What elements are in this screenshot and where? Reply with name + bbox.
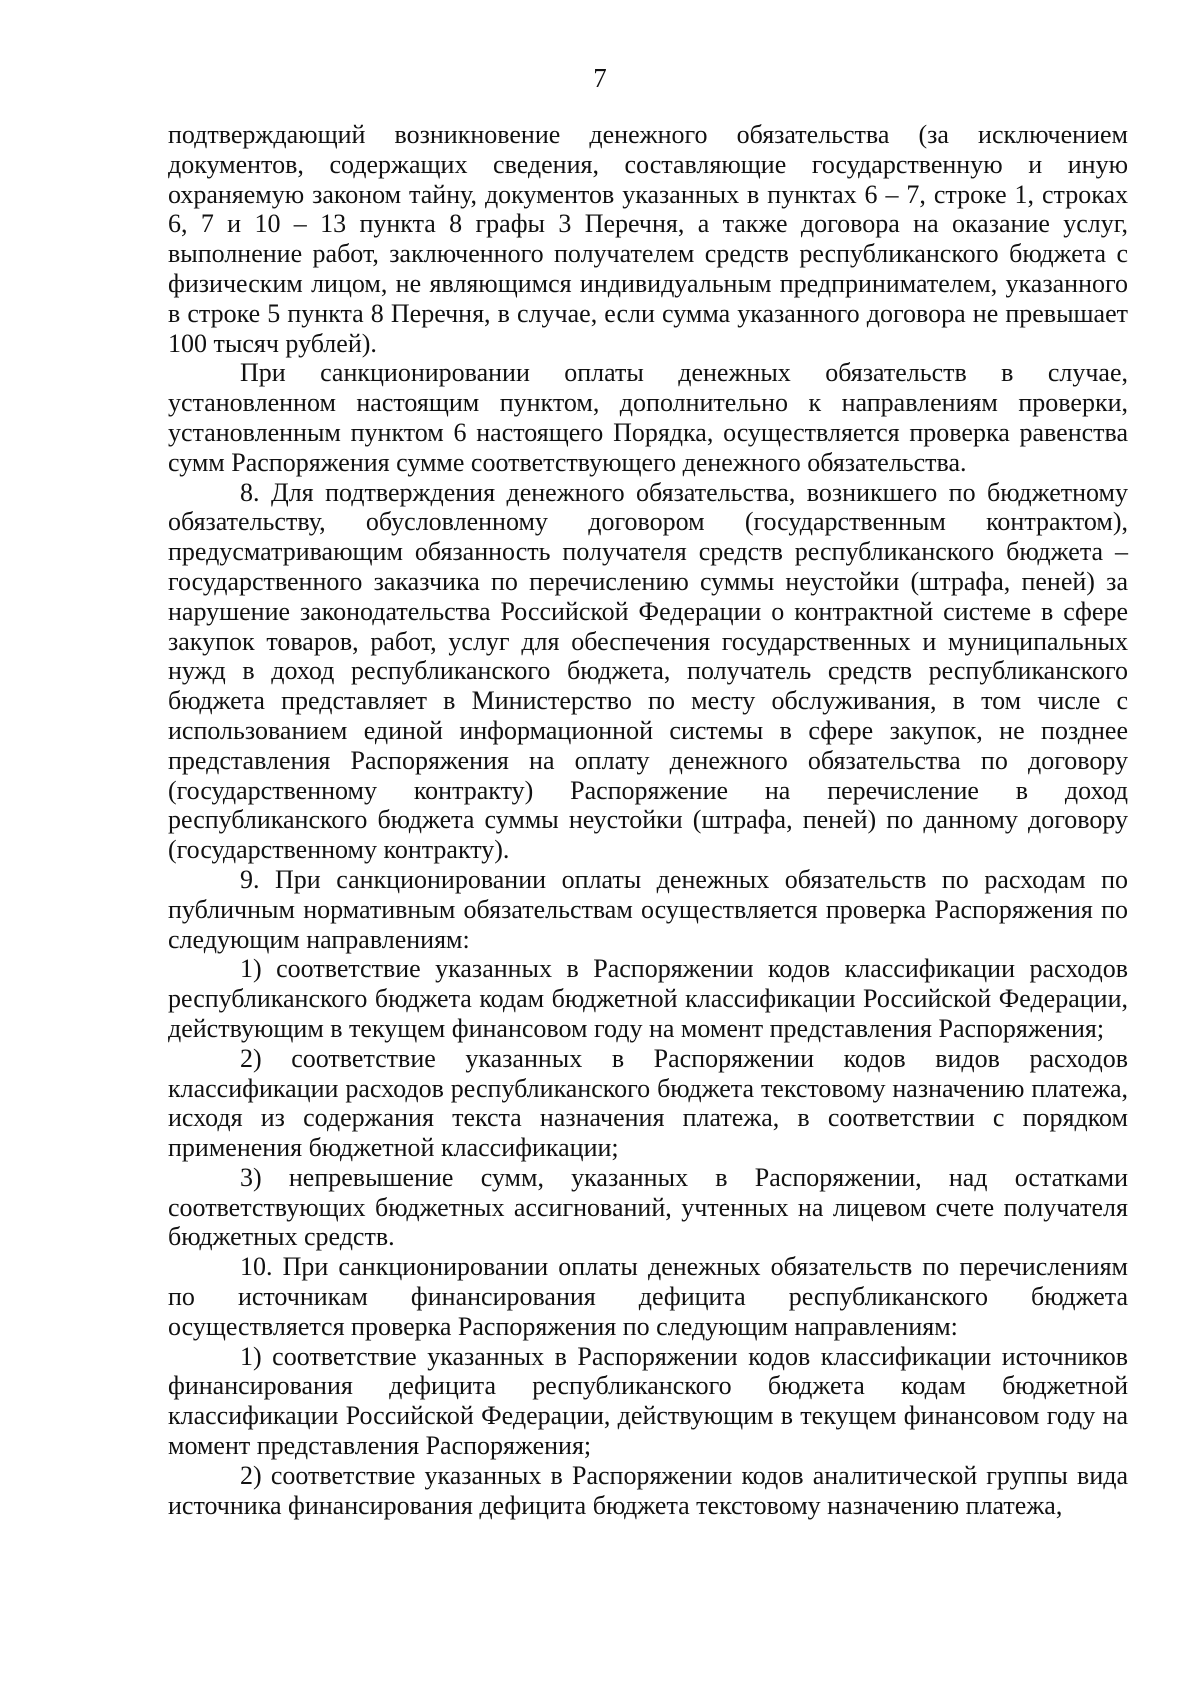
paragraph-continuation: подтверждающий возникновение денежного обязательства (за исключением документов, содержащих сведения, составляющие государственную и иную охраняемую законом тайну, документов указанных в пунктах 6 – 7, строке 1, строках 6, 7 и 10 – 13 пункта 8 графы 3 Перечня, а также договора на оказание услуг, выполнение работ, заключенного получателем средств республиканского бюджета с физическим лицом, не являющимся индивидуальным предпринимателем, указанного в строке 5 пункта 8 Перечня, в случае, если сумма указанного договора не превышает 100 тысяч рублей).	[168, 120, 1128, 358]
paragraph-item-9-2: 2) соответствие указанных в Распоряжении кодов видов расходов классификации расходов республиканского бюджета текстовому назначению платежа, исходя из содержания текста назначения платежа, в соответствии с порядком применения бюджетной классификации;	[168, 1043, 1128, 1163]
paragraph-item-10: 10. При санкционировании оплаты денежных обязательств по перечислениям по источникам финансирования дефицита республиканского бюджета осуществляется проверка Распоряжения по следующим направлениям:	[168, 1252, 1128, 1341]
paragraph-item-9-1: 1) соответствие указанных в Распоряжении кодов классификации расходов республиканского бюджета кодам бюджетной классификации Российской Федерации, действующим в текущем финансовом году на момент представления Распоряжения;	[168, 954, 1128, 1043]
paragraph-sanction-check: При санкционировании оплаты денежных обязательств в случае, установленном настоящим пунктом, дополнительно к направлениям проверки, установленным пунктом 6 настоящего Порядка, осуществляется проверка равенства сумм Распоряжения сумме соответствующего денежного обязательства.	[168, 358, 1128, 477]
page-number: 7	[593, 63, 607, 93]
paragraph-item-9-3: 3) непревышение сумм, указанных в Распоряжении, над остатками соответствующих бюджетных ассигнований, учтенных на лицевом счете получателя бюджетных средств.	[168, 1162, 1128, 1252]
paragraph-item-9: 9. При санкционировании оплаты денежных обязательств по расходам по публичным нормативным обязательствам осуществляется проверка Распоряжения по следующим направлениям:	[168, 864, 1128, 954]
paragraph-item-10-1: 1) соответствие указанных в Распоряжении кодов классификации источников финансирования дефицита республиканского бюджета кодам бюджетной классификации Российской Федерации, действующим в текущем финансовом году на момент представления Распоряжения;	[168, 1341, 1128, 1461]
paragraph-item-8: 8. Для подтверждения денежного обязательства, возникшего по бюджетному обязательству, обусловленному договором (государственным контрактом), предусматривающим обязанность получателя средств республиканского бюджета – государственного заказчика по перечислению суммы неустойки (штрафа, пеней) за нарушение законодательства Российской Федерации о контрактной системе в сфере закупок товаров, работ, услуг для обеспечения государственных и муниципальных нужд в доход республиканского бюджета, получатель средств республиканского бюджета представляет в Министерство по месту обслуживания, в том числе с использованием единой информационной системы в сфере закупок, не позднее представления Распоряжения на оплату денежного обязательства по договору (государственному контракту) Распоряжение на перечисление в доход республиканского бюджета суммы неустойки (штрафа, пеней) по данному договору (государственному контракту).	[168, 477, 1128, 865]
document-body	[168, 120, 1128, 1520]
paragraph-item-10-2: 2) соответствие указанных в Распоряжении кодов аналитической группы вида источника финансирования дефицита бюджета текстовому назначению платежа,	[168, 1460, 1128, 1520]
